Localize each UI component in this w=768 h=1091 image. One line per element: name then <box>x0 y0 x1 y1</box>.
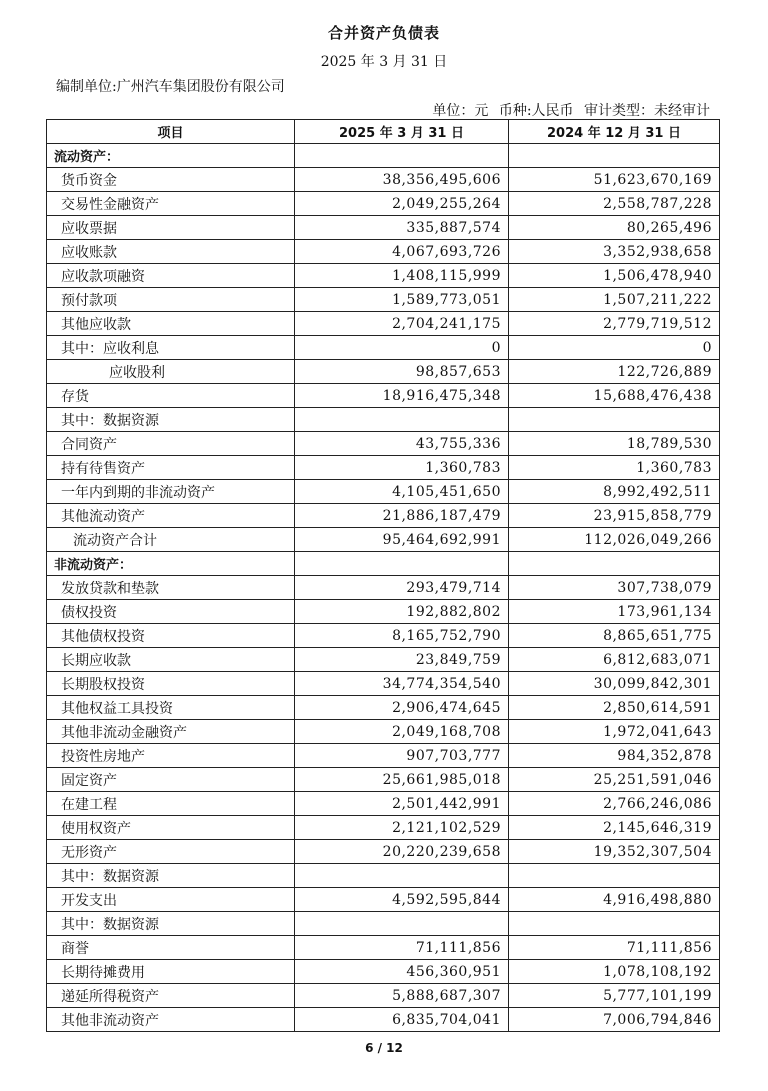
value-prior: 51,623,670,169 <box>509 168 720 192</box>
value-current: 1,408,115,999 <box>295 264 509 288</box>
value-prior: 2,766,246,086 <box>509 792 720 816</box>
item-label: 其他非流动资产 <box>47 1008 295 1032</box>
item-label: 商誉 <box>47 936 295 960</box>
item-label: 其他应收款 <box>47 312 295 336</box>
value-current: 1,360,783 <box>295 456 509 480</box>
table-row <box>47 984 720 1008</box>
audit-type-label: 审计类型：未经审计 <box>584 103 710 119</box>
value-prior: 0 <box>509 336 720 360</box>
table-row <box>47 288 720 312</box>
item-label: 其他流动资产 <box>47 504 295 528</box>
value-current: 2,501,442,991 <box>295 792 509 816</box>
value-current: 25,661,985,018 <box>295 768 509 792</box>
table-header-row <box>47 120 720 144</box>
value-current: 34,774,354,540 <box>295 672 509 696</box>
value-prior: 80,265,496 <box>509 216 720 240</box>
table-row <box>47 360 720 384</box>
value-prior <box>509 864 720 888</box>
value-prior: 122,726,889 <box>509 360 720 384</box>
item-label: 非流动资产： <box>47 552 295 576</box>
item-label: 应收账款 <box>47 240 295 264</box>
value-prior: 2,145,646,319 <box>509 816 720 840</box>
item-label: 其他权益工具投资 <box>47 696 295 720</box>
value-prior: 1,506,478,940 <box>509 264 720 288</box>
table-row <box>47 528 720 552</box>
value-prior <box>509 408 720 432</box>
value-prior: 3,352,938,658 <box>509 240 720 264</box>
item-label: 债权投资 <box>47 600 295 624</box>
value-prior: 18,789,530 <box>509 432 720 456</box>
item-label: 其他债权投资 <box>47 624 295 648</box>
table-row <box>47 648 720 672</box>
table-row <box>47 456 720 480</box>
item-label: 应收股利 <box>47 360 295 384</box>
table-row <box>47 744 720 768</box>
value-current: 2,121,102,529 <box>295 816 509 840</box>
value-prior: 173,961,134 <box>509 600 720 624</box>
table-row <box>47 960 720 984</box>
table-row <box>47 840 720 864</box>
item-label: 发放贷款和垫款 <box>47 576 295 600</box>
table-row <box>47 480 720 504</box>
value-current: 2,049,255,264 <box>295 192 509 216</box>
table-row <box>47 672 720 696</box>
table-row <box>47 936 720 960</box>
value-prior: 23,915,858,779 <box>509 504 720 528</box>
table-row <box>47 264 720 288</box>
value-prior: 2,779,719,512 <box>509 312 720 336</box>
item-label: 其他非流动金融资产 <box>47 720 295 744</box>
table-row <box>47 216 720 240</box>
item-label: 持有待售资产 <box>47 456 295 480</box>
value-prior: 6,812,683,071 <box>509 648 720 672</box>
item-label: 长期股权投资 <box>47 672 295 696</box>
value-prior: 30,099,842,301 <box>509 672 720 696</box>
table-row <box>47 408 720 432</box>
value-current: 907,703,777 <box>295 744 509 768</box>
value-current: 335,887,574 <box>295 216 509 240</box>
item-label: 其中：数据资源 <box>47 864 295 888</box>
value-prior: 15,688,476,438 <box>509 384 720 408</box>
item-label: 固定资产 <box>47 768 295 792</box>
value-current <box>295 144 509 168</box>
table-row <box>47 168 720 192</box>
value-prior: 5,777,101,199 <box>509 984 720 1008</box>
value-current: 2,906,474,645 <box>295 696 509 720</box>
table-row <box>47 576 720 600</box>
value-current <box>295 408 509 432</box>
item-label: 交易性金融资产 <box>47 192 295 216</box>
value-current: 23,849,759 <box>295 648 509 672</box>
table-row <box>47 792 720 816</box>
currency-label: 币种:人民币 <box>498 103 574 119</box>
item-label: 应收票据 <box>47 216 295 240</box>
value-prior: 112,026,049,266 <box>509 528 720 552</box>
report-title: 合并资产负债表 <box>327 24 440 42</box>
value-current: 2,704,241,175 <box>295 312 509 336</box>
item-label: 一年内到期的非流动资产 <box>47 480 295 504</box>
value-prior: 7,006,794,846 <box>509 1008 720 1032</box>
table-row <box>47 720 720 744</box>
column-header-item: 项目 <box>47 120 295 144</box>
item-label: 递延所得税资产 <box>47 984 295 1008</box>
item-label: 流动资产： <box>47 144 295 168</box>
value-current <box>295 864 509 888</box>
value-prior: 25,251,591,046 <box>509 768 720 792</box>
value-current: 4,105,451,650 <box>295 480 509 504</box>
value-current <box>295 552 509 576</box>
item-label: 其中：数据资源 <box>47 912 295 936</box>
value-prior: 2,558,787,228 <box>509 192 720 216</box>
value-current: 38,356,495,606 <box>295 168 509 192</box>
table-row <box>47 888 720 912</box>
value-prior: 984,352,878 <box>509 744 720 768</box>
report-date: 2025 年 3 月 31 日 <box>320 54 448 70</box>
item-label: 投资性房地产 <box>47 744 295 768</box>
table-row <box>47 768 720 792</box>
value-current: 5,888,687,307 <box>295 984 509 1008</box>
value-current: 71,111,856 <box>295 936 509 960</box>
table-row <box>47 312 720 336</box>
value-current: 95,464,692,991 <box>295 528 509 552</box>
value-prior: 4,916,498,880 <box>509 888 720 912</box>
value-current: 293,479,714 <box>295 576 509 600</box>
table-row <box>47 192 720 216</box>
column-header-current: 2025 年 3 月 31 日 <box>295 120 509 144</box>
item-label: 应收款项融资 <box>47 264 295 288</box>
unit-label: 单位：元 <box>432 103 489 119</box>
table-row <box>47 600 720 624</box>
table-row <box>47 504 720 528</box>
item-label: 其中：应收利息 <box>47 336 295 360</box>
value-prior <box>509 144 720 168</box>
value-prior: 1,360,783 <box>509 456 720 480</box>
value-current: 192,882,802 <box>295 600 509 624</box>
table-row <box>47 432 720 456</box>
section-row <box>47 552 720 576</box>
value-prior: 307,738,079 <box>509 576 720 600</box>
value-prior: 1,507,211,222 <box>509 288 720 312</box>
value-prior: 1,972,041,643 <box>509 720 720 744</box>
balance-sheet-table <box>46 119 720 1032</box>
value-current <box>295 912 509 936</box>
column-header-prior: 2024 年 12 月 31 日 <box>509 120 720 144</box>
value-prior <box>509 912 720 936</box>
item-label: 存货 <box>47 384 295 408</box>
value-current: 0 <box>295 336 509 360</box>
item-label: 长期应收款 <box>47 648 295 672</box>
report-meta <box>432 100 710 120</box>
value-current: 18,916,475,348 <box>295 384 509 408</box>
item-label: 开发支出 <box>47 888 295 912</box>
section-row <box>47 144 720 168</box>
table-row <box>47 336 720 360</box>
value-prior: 8,992,492,511 <box>509 480 720 504</box>
value-prior: 71,111,856 <box>509 936 720 960</box>
value-current: 2,049,168,708 <box>295 720 509 744</box>
table-row <box>47 864 720 888</box>
item-label: 在建工程 <box>47 792 295 816</box>
table-row <box>47 624 720 648</box>
company-name: 编制单位:广州汽车集团股份有限公司 <box>56 79 285 95</box>
item-label: 流动资产合计 <box>47 528 295 552</box>
value-current: 43,755,336 <box>295 432 509 456</box>
value-prior: 2,850,614,591 <box>509 696 720 720</box>
value-current: 20,220,239,658 <box>295 840 509 864</box>
item-label: 无形资产 <box>47 840 295 864</box>
value-current: 8,165,752,790 <box>295 624 509 648</box>
value-current: 98,857,653 <box>295 360 509 384</box>
item-label: 货币资金 <box>47 168 295 192</box>
item-label: 合同资产 <box>47 432 295 456</box>
table-row <box>47 816 720 840</box>
value-prior: 1,078,108,192 <box>509 960 720 984</box>
table-row <box>47 912 720 936</box>
value-current: 4,067,693,726 <box>295 240 509 264</box>
value-current: 1,589,773,051 <box>295 288 509 312</box>
page-number: 6 / 12 <box>365 1041 403 1055</box>
item-label: 长期待摊费用 <box>47 960 295 984</box>
table-row <box>47 1008 720 1032</box>
table-row <box>47 696 720 720</box>
item-label: 预付款项 <box>47 288 295 312</box>
table-row <box>47 384 720 408</box>
value-current: 4,592,595,844 <box>295 888 509 912</box>
value-prior <box>509 552 720 576</box>
table-row <box>47 240 720 264</box>
item-label: 其中：数据资源 <box>47 408 295 432</box>
value-prior: 8,865,651,775 <box>509 624 720 648</box>
value-current: 21,886,187,479 <box>295 504 509 528</box>
value-current: 6,835,704,041 <box>295 1008 509 1032</box>
value-prior: 19,352,307,504 <box>509 840 720 864</box>
item-label: 使用权资产 <box>47 816 295 840</box>
value-current: 456,360,951 <box>295 960 509 984</box>
